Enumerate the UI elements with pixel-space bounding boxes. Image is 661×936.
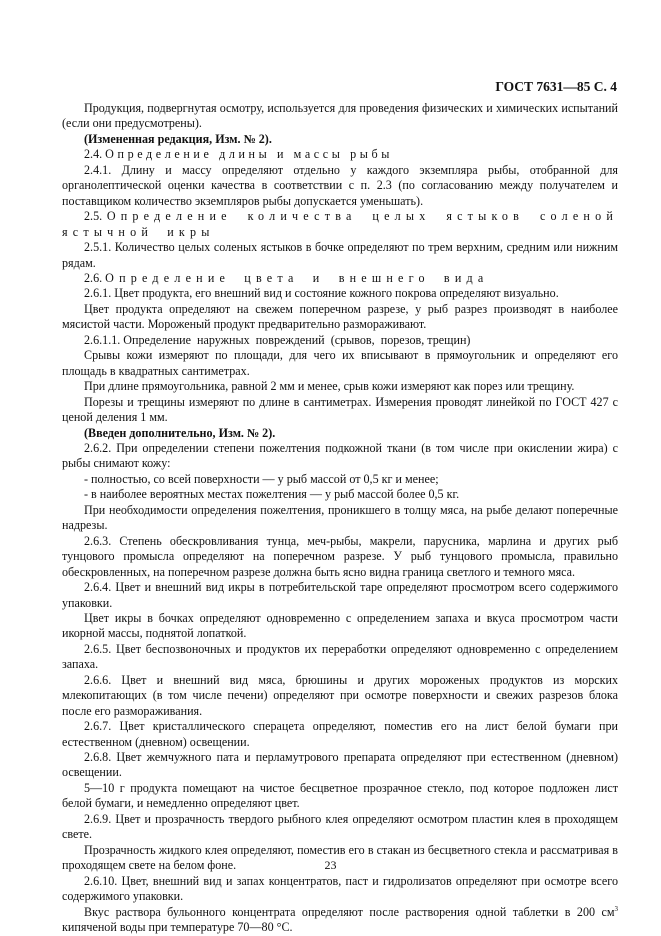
paragraph: 2.5.1. Количество целых соленых ястыков в бочке определяют по трем верхним, средним или нижним рядам. [62,240,618,270]
paragraph: Цвет продукта определяют на свежем поперечном разрезе, у рыб разрез производят в наиболее мясистой части. Мороженый продукт предварительно размораживают. [62,301,618,332]
section-heading: 2.6. Определение цвета и внешнего вида [84,270,489,285]
paragraph: Цвет икры в бочках определяют одновременно с определением запаха и вкуса просмотром части икорной массы, поднятой лопаткой. [62,610,618,641]
paragraph: При необходимости определения пожелтения, проникшего в толщу мяса, на рыбе делают поперечные надрезы. [62,502,618,533]
paragraph: Срывы кожи измеряют по площади, для чего их вписывают в прямоугольник и определяют его площадь в квадратных сантиметрах. [62,348,618,378]
section-heading: 2.4. Определение длины и массы рыбы [84,147,393,162]
paragraph: 2.6.6. Цвет и внешний вид мяса, брюшины и других мороженых продуктов из морских млекопитающих (в том числе печени) определяют при осмотре поверхности и свежих разрезов блока после его размораживания. [62,672,618,718]
paragraph: 2.6.5. Цвет беспозвоночных и продуктов их переработки определяют одновременно с определением запаха. [62,641,618,672]
paragraph: 2.4.1. Длину и массу определяют отдельно у каждого экземпляра рыбы, отобранной для органолептической оценки качества в соответствии с п. 2.3 (по согласованию между получателем и поставщиком количество экземпляров рыбы допускается уменьшать). [62,162,618,208]
paragraph: Вкус раствора бульонного концентрата определяют после растворения одной таблетки в 200 $см^3$ кипяченой воды при температуре 70—80 °С. [62,904,618,935]
document-header: ГОСТ 7631—85 С. 4 [495,79,617,94]
page-number: 23 [324,858,337,872]
paragraph: Порезы и трещины измеряют по длине в сантиметрах. Измерения проводят линейкой по ГОСТ 427 с ценой деления 1 мм. [62,394,618,425]
paragraph: При длине прямоугольника, равной 2 мм и менее, срыв кожи измеряют как порез или трещину. [84,379,575,394]
paragraph: Продукция, подвергнутая осмотру, используется для проведения физических и химических испытаний (если они предусмотрены). [62,101,618,131]
section-heading: 2.5. Определение количества целых ястыков соленой ястычной икры [62,209,618,239]
document-body [62,101,618,935]
amendment-note: (Введен дополнительно, Изм. № 2). [84,425,276,440]
paragraph: 2.6.8. Цвет жемчужного пата и перламутрового препарата определяют при естественном (дневном) освещении. [62,750,618,780]
paragraph: 2.6.2. При определении степени пожелтения подкожной ткани (в том числе при окислении жира) с рыбы снимают кожу: [62,440,618,471]
paragraph: Прозрачность жидкого клея определяют, поместив его в стакан из бесцветного стекла и рассматривая в проходящем свете на белом фоне. [62,842,618,873]
amendment-note: (Измененная редакция, Изм. № 2). [84,131,272,146]
paragraph: 2.6.4. Цвет и внешний вид икры в потребительской таре определяют просмотром всего содержимого упаковки. [62,580,618,610]
paragraph: 2.6.1. Цвет продукта, его внешний вид и состояние кожного покрова определяют визуально. [84,286,559,301]
list-item: - в наиболее вероятных местах пожелтения — у рыб массой более 0,5 кг. [84,487,460,502]
paragraph: 2.6.9. Цвет и прозрачность твердого рыбного клея определяют осмотром пластин клея в проходящем свете. [62,811,618,842]
paragraph: 2.6.3. Степень обескровливания тунца, меч-рыбы, макрели, парусника, марлина и других рыб тунцового промысла определяют на поперечном разрезе. У рыб тунцового промысла, правильно обескровленных, на поперечном разрезе должна быть ясно видна граница светлого и темного мяса. [62,533,618,579]
list-item: - полностью, со всей поверхности — у рыб массой от 0,5 кг и менее; [84,471,439,486]
paragraph: 2.6.7. Цвет кристаллического сперацета определяют, поместив его на лист белой бумаги при естественном (дневном) освещении. [62,719,618,749]
paragraph: 2.6.10. Цвет, внешний вид и запах концентратов, паст и гидролизатов определяют при осмотре всего содержимого упаковки. [62,873,618,904]
paragraph: 5—10 г продукта помещают на чистое бесцветное прозрачное стекло, под которое подложен лист белой бумаги, и немедленно определяют цвет. [62,780,618,811]
paragraph: 2.6.1.1. Определение наружных повреждений (срывов, порезов, трещин) [84,332,471,347]
